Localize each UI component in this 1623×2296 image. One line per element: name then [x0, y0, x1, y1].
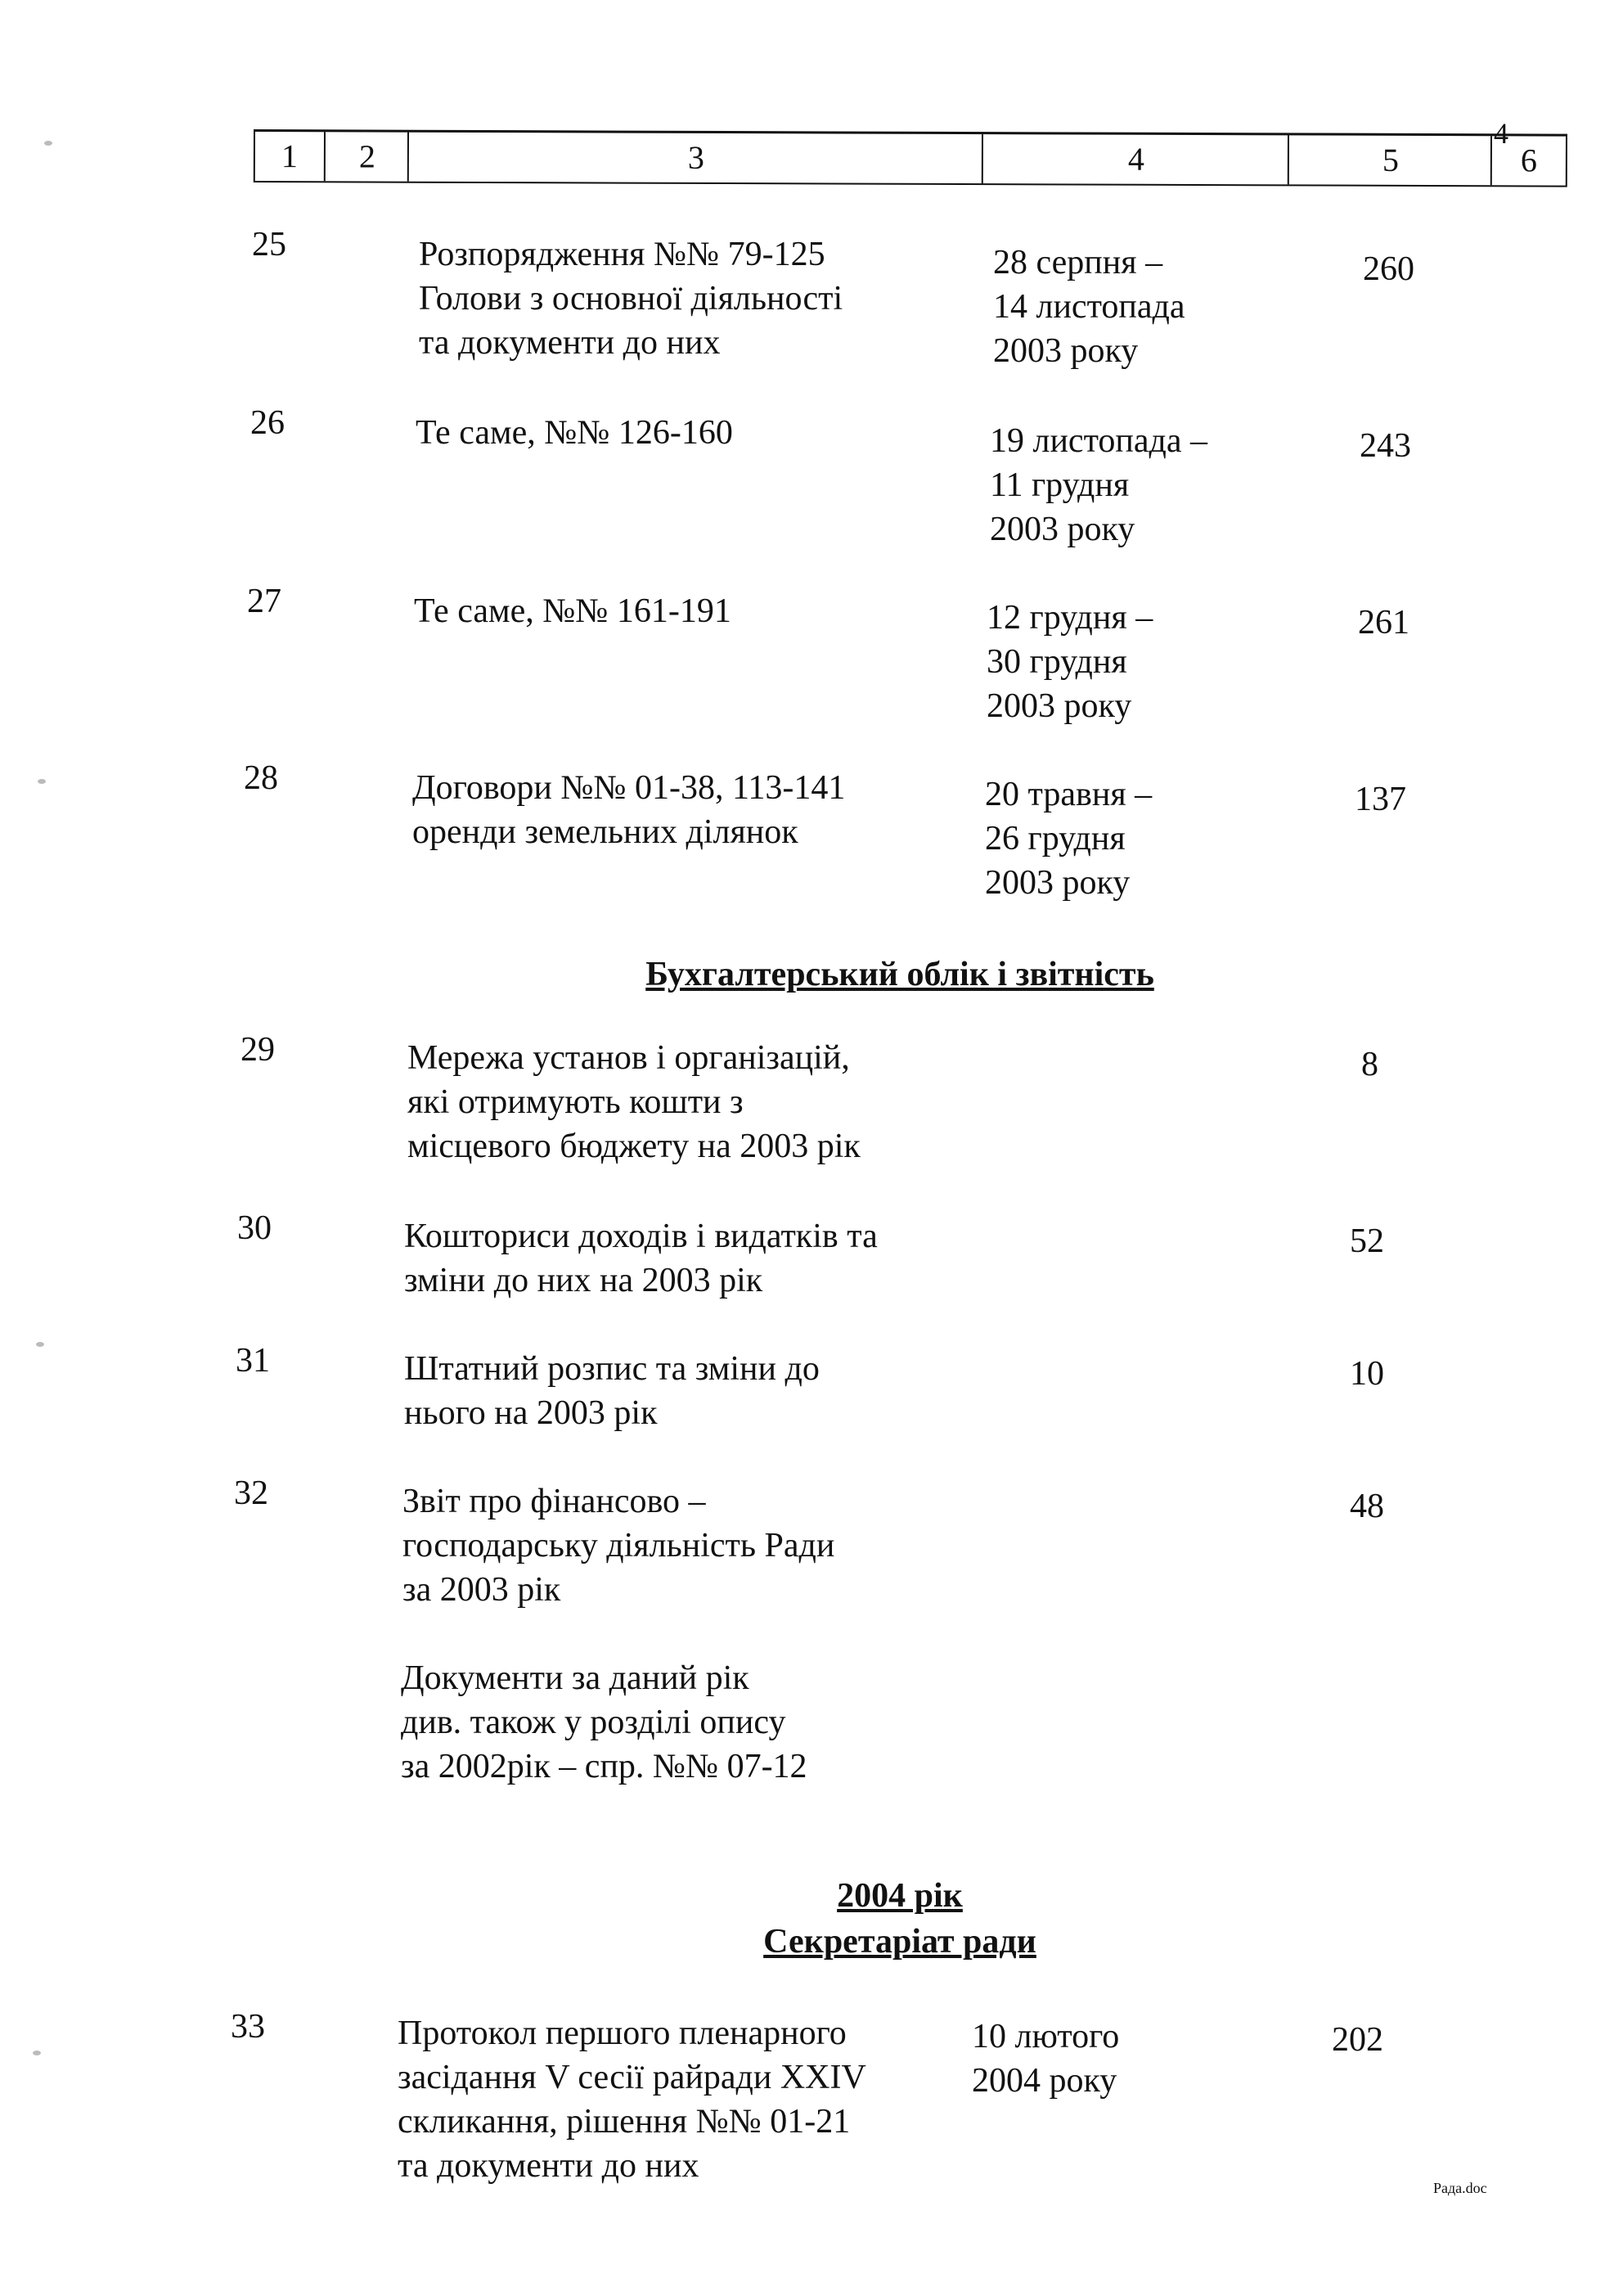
row-title: Те саме, №№ 126-160 — [416, 414, 733, 452]
column-header-6: 6 — [1490, 136, 1566, 185]
page-number: 4 — [1494, 117, 1508, 150]
row-number: 31 — [236, 1342, 270, 1380]
row-dates: 28 серпня – 14 листопада 2003 року — [993, 244, 1185, 370]
row-sheets: 8 — [1361, 1046, 1378, 1083]
scan-speck — [33, 2051, 41, 2055]
row-title: Мережа установ і організацій, які отримують кошти з місцевого бюджету на 2003 рік — [407, 1039, 861, 1165]
row-title: Кошториси доходів і видатків та зміни до них на 2003 рік — [404, 1218, 878, 1299]
row-sheets: 48 — [1350, 1488, 1384, 1525]
row-sheets: 52 — [1350, 1222, 1384, 1260]
row-sheets: 260 — [1363, 250, 1414, 288]
column-header-1: 1 — [281, 137, 298, 175]
scan-speck — [44, 141, 52, 146]
row-dates: 20 травня – 26 грудня 2003 року — [985, 776, 1153, 902]
row-number: 29 — [241, 1031, 275, 1069]
scan-speck — [38, 779, 46, 784]
row-sheets: 243 — [1360, 427, 1411, 465]
column-header-2: 2 — [324, 132, 409, 181]
column-header-5: 5 — [1288, 135, 1492, 185]
row-sheets: 137 — [1355, 781, 1406, 818]
column-header-row — [254, 129, 1567, 187]
cross-reference-note: Документи за даний рік див. також у розділі опису за 2002рік – спр. №№ 07-12 — [401, 1659, 807, 1785]
row-dates: 12 грудня – 30 грудня 2003 року — [987, 599, 1153, 725]
row-title: Звіт про фінансово – господарську діяльність Ради за 2003 рік — [402, 1483, 835, 1609]
row-title: Протокол першого пленарного засідання V сесії райради XXIV скликання, рішення №№ 01-21 та документи до них — [398, 2015, 866, 2185]
row-dates: 19 листопада – 11 грудня 2003 року — [990, 422, 1208, 548]
scan-speck — [36, 1342, 44, 1347]
row-number: 25 — [252, 226, 286, 263]
section-heading-accounting: Бухгалтерський облік і звітність — [645, 956, 1154, 993]
row-number: 30 — [237, 1209, 272, 1247]
column-header-3: 3 — [407, 133, 983, 183]
row-sheets: 10 — [1350, 1355, 1384, 1393]
footer-filename: Рада.doc — [1433, 2180, 1487, 2196]
row-title: Те саме, №№ 161-191 — [414, 592, 731, 630]
row-sheets: 261 — [1358, 604, 1409, 642]
column-header-4: 4 — [982, 134, 1289, 184]
row-number: 26 — [250, 404, 285, 442]
row-title: Штатний розпис та зміни до нього на 2003 рік — [404, 1350, 820, 1432]
row-number: 28 — [244, 759, 278, 797]
row-number: 27 — [247, 583, 281, 620]
row-title: Розпорядження №№ 79-125 Голови з основної діяльності та документи до них — [419, 236, 843, 362]
row-sheets: 202 — [1332, 2021, 1383, 2059]
section-heading-secretariat: Секретаріат ради — [763, 1923, 1036, 1961]
row-title: Договори №№ 01-38, 113-141 оренди земельних ділянок — [412, 769, 846, 851]
section-heading-year: 2004 рік — [837, 1877, 963, 1915]
row-number: 33 — [231, 2008, 265, 2046]
row-number: 32 — [234, 1474, 268, 1512]
row-dates: 10 лютого 2004 року — [972, 2018, 1120, 2100]
